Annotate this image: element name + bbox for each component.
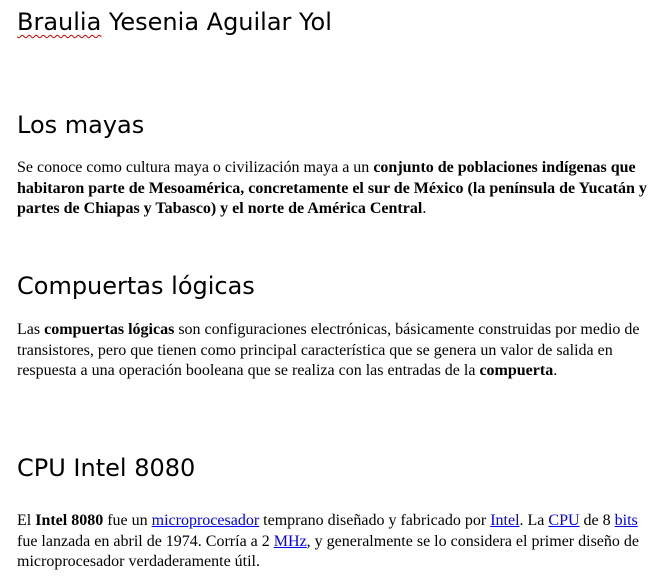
text-run: son configuraciones electrónicas, básicamente construidas por medio de transistores, pero que tienen como principal característica que se genera un valor de salida en respuesta a una operación booleana que se realiza con las entradas de la: [17, 321, 640, 379]
bold-text-run: Intel 8080: [35, 512, 104, 529]
text-run: .: [553, 362, 558, 379]
link-microprocesador[interactable]: microprocesador: [151, 512, 260, 529]
link-mhz[interactable]: MHz: [273, 532, 307, 550]
bold-text-run: compuertas lógicas: [44, 321, 175, 338]
section-paragraph-los-mayas: [17, 158, 662, 220]
section-heading-los-mayas: Los mayas: [17, 111, 145, 139]
section-paragraph-compuertas-logicas: [17, 320, 662, 382]
bold-text-run: conjunto de poblaciones indígenas que habitaron parte de Mesoamérica, concretamente el sur de México (la península de Yucatán y partes de Chiapas y Tabasco) y el norte de América Central: [17, 159, 647, 217]
section-heading-compuertas-logicas: Compuertas lógicas: [17, 272, 255, 300]
text-run: , y generalmente se lo considera el primer diseño de microprocesador verdaderamente útil.: [17, 532, 639, 570]
text-run: fue lanzada en abril de 1974. Corría a 2: [17, 532, 274, 550]
text-run: .: [422, 200, 427, 217]
text-run: Se conoce como cultura maya o civilización maya a un: [17, 159, 374, 176]
document-title: [17, 6, 332, 38]
text-run: . La: [519, 512, 549, 529]
link-bits[interactable]: bits: [614, 512, 638, 529]
text-run: temprano diseñado y fabricado por: [259, 512, 491, 529]
bold-text-run: compuerta: [479, 362, 554, 379]
text-run: Las: [17, 321, 45, 338]
link-intel[interactable]: Intel: [490, 512, 520, 529]
title-rest: Yesenia Aguilar Yol: [101, 8, 332, 36]
text-run: de 8: [579, 512, 615, 529]
text-run: El: [17, 512, 36, 529]
section-heading-cpu-intel-8080: CPU Intel 8080: [17, 454, 196, 482]
spellcheck-flagged-word: Braulia: [17, 8, 102, 36]
link-cpu[interactable]: CPU: [548, 512, 580, 529]
text-run: fue un: [103, 512, 152, 529]
section-paragraph-cpu-intel-8080: [17, 511, 662, 573]
